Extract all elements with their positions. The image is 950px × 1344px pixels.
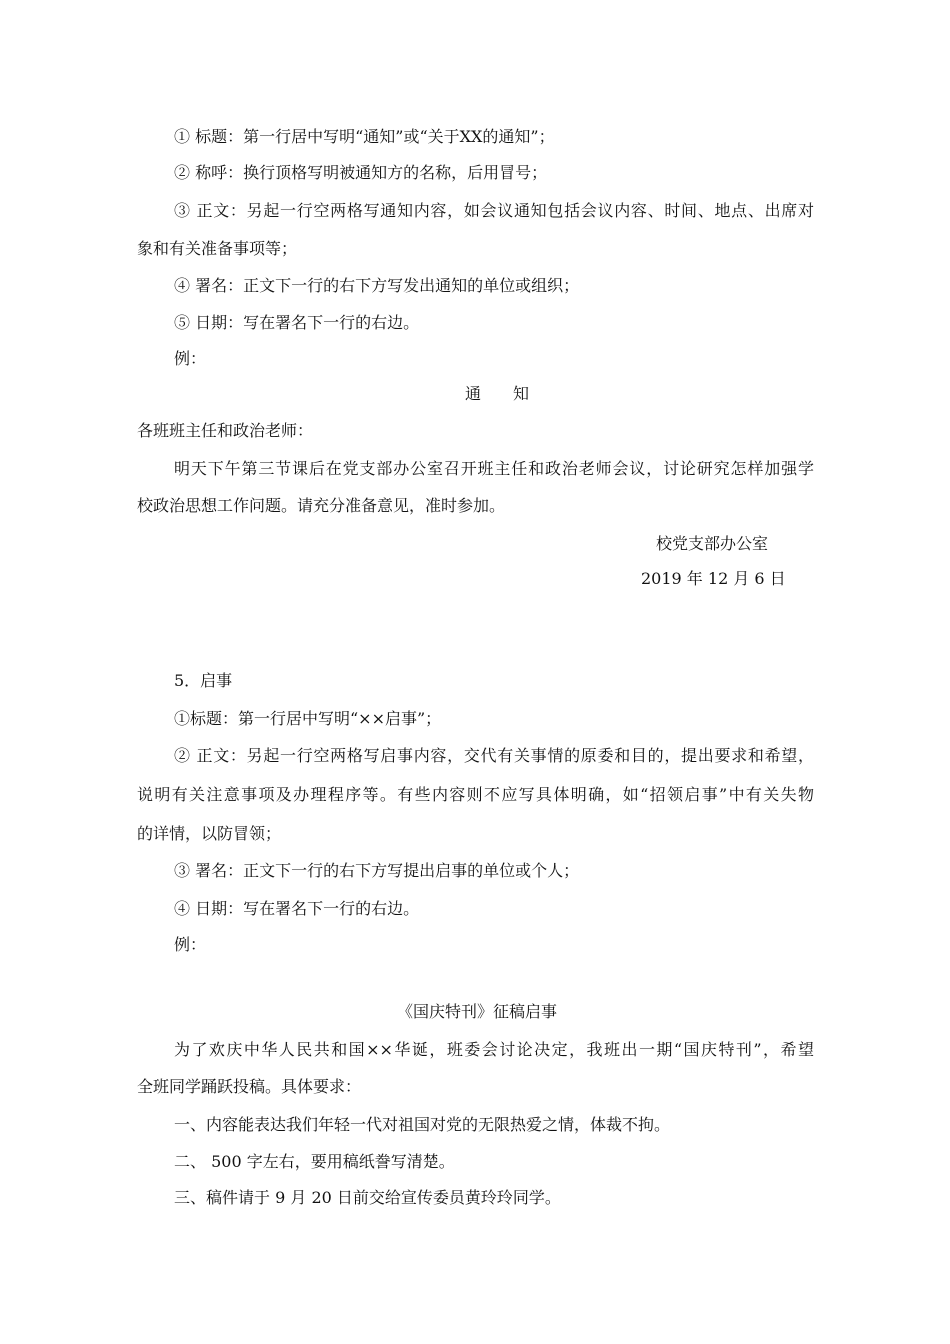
announcement-item-date: ④ 日期：写在署名下一行的右边。 [174,899,420,918]
notice-item-body-line1: ③ 正文：另起一行空两格写通知内容，如会议通知包括会议内容、时间、地点、出席对 [174,201,814,220]
notice-item-body-line2: 象和有关准备事项等； [137,239,298,258]
notice-example-label: 例： [174,349,207,368]
notice-example-date: 2019 年 12 月 6 日 [641,569,786,588]
announcement-example-req2: 二、 500 字左右，要用稿纸誊写清楚。 [174,1152,455,1171]
notice-item-title: ① 标题：第一行居中写明“通知”或“关于XX的通知”； [174,127,555,146]
announcement-example-title: 《国庆特刊》征稿启事 [396,1002,557,1021]
announcement-item-body-line2: 说明有关注意事项及办理程序等。有些内容则不应写具体明确，如“招领启事”中有关失物 [137,785,814,804]
notice-example-body-line2: 校政治思想工作问题。请充分准备意见，准时参加。 [137,496,506,515]
notice-item-salutation: ② 称呼：换行顶格写明被通知方的名称，后用冒号； [174,163,548,182]
notice-item-date: ⑤ 日期：写在署名下一行的右边。 [174,313,420,332]
notice-example-signature: 校党支部办公室 [656,534,769,553]
announcement-example-label: 例： [174,935,207,954]
notice-example-title: 通 知 [464,384,529,403]
notice-example-body-line1: 明天下午第三节课后在党支部办公室召开班主任和政治老师会议，讨论研究怎样加强学 [174,459,814,478]
announcement-example-intro-line2: 全班同学踊跃投稿。具体要求： [137,1077,362,1096]
announcement-item-signature: ③ 署名：正文下一行的右下方写提出启事的单位或个人； [174,861,580,880]
notice-example-salutation: 各班班主任和政治老师： [137,421,314,440]
announcement-example-req1: 一、内容能表达我们年轻一代对祖国对党的无限热爱之情，体裁不拘。 [174,1115,671,1134]
notice-item-signature: ④ 署名：正文下一行的右下方写发出通知的单位或组织； [174,276,580,295]
announcement-section-heading: 5．启事 [174,671,233,690]
announcement-item-body-line3: 的详情，以防冒领； [137,824,282,843]
announcement-example-intro-line1: 为了欢庆中华人民共和国××华诞，班委会讨论决定，我班出一期“国庆特刊”，希望 [174,1040,814,1059]
announcement-example-req3: 三、稿件请于 9 月 20 日前交给宣传委员黄玲玲同学。 [174,1188,561,1207]
announcement-item-body-line1: ② 正文：另起一行空两格写启事内容，交代有关事情的原委和目的，提出要求和希望， [174,746,814,765]
announcement-item-title: ①标题：第一行居中写明“××启事”； [174,709,442,728]
